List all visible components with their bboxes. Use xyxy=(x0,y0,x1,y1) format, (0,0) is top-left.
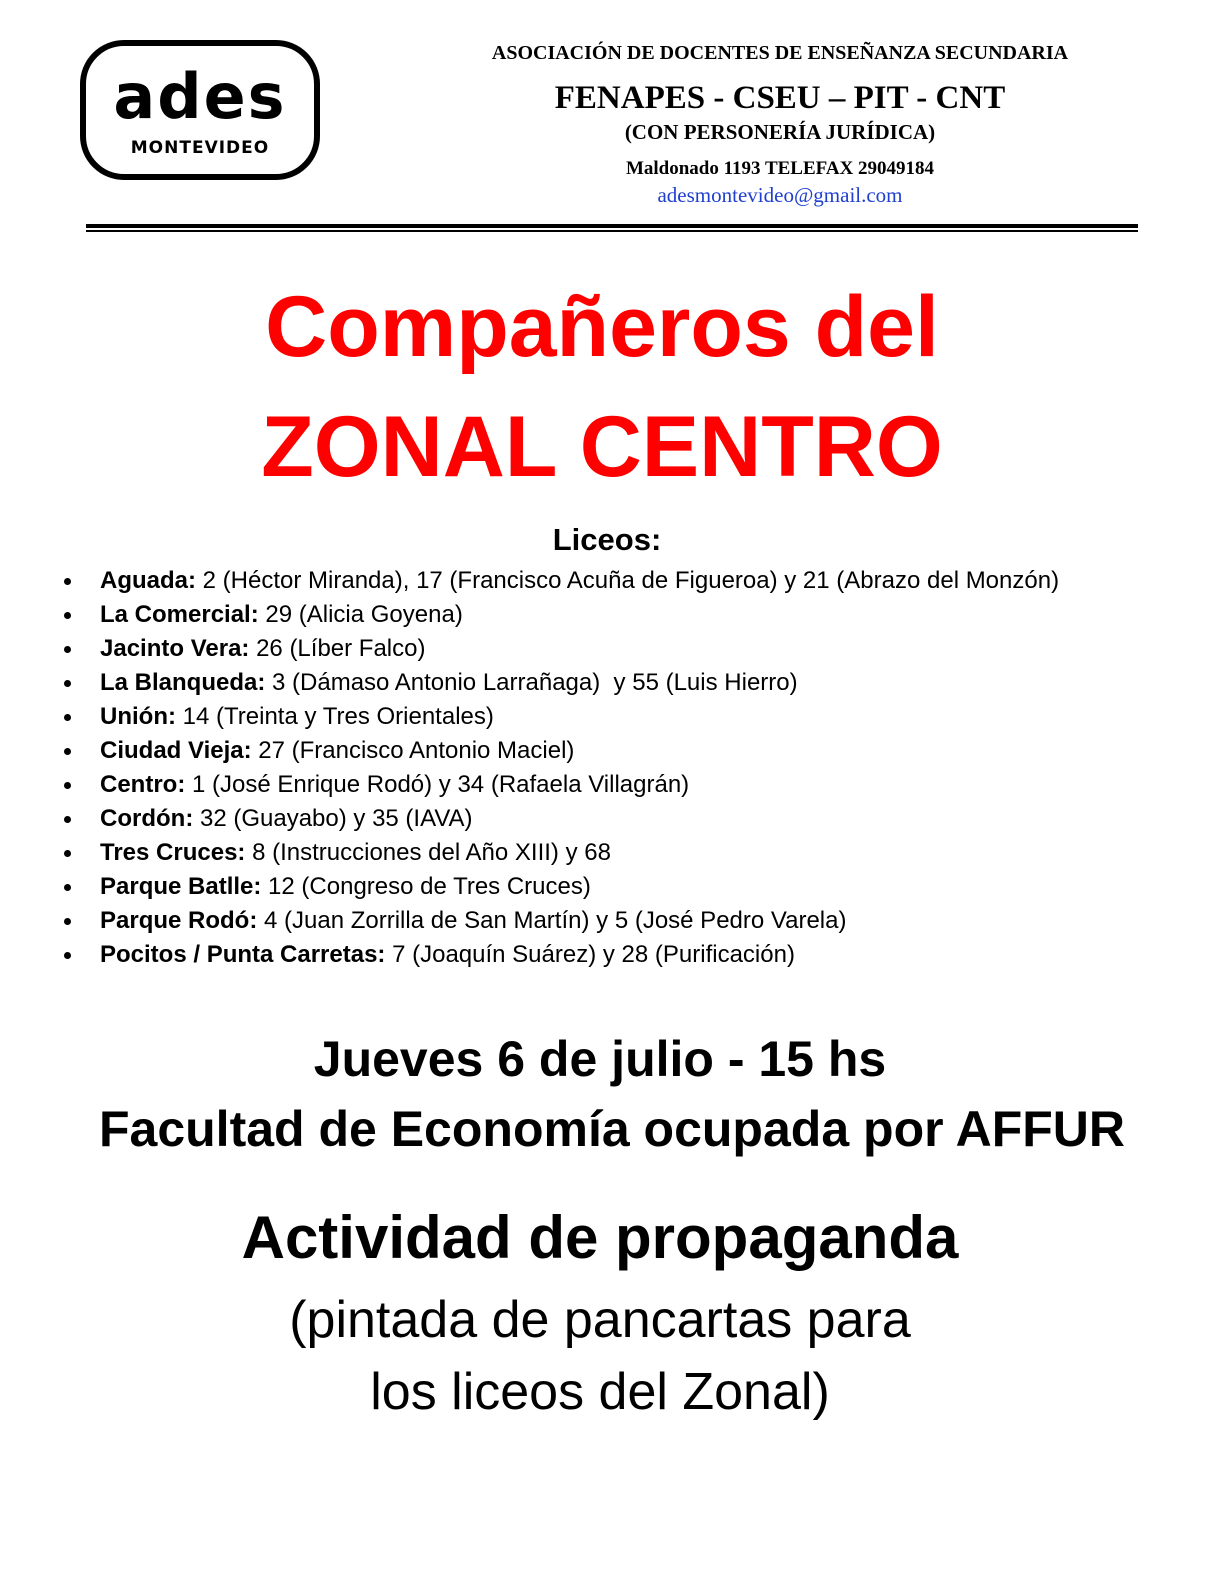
title-line-2: ZONAL CENTRO xyxy=(261,399,943,495)
zone-detail: 8 (Instrucciones del Año XIII) y 68 xyxy=(245,839,611,866)
list-item xyxy=(62,666,1172,700)
zone-detail: 7 (Joaquín Suárez) y 28 (Purificación) xyxy=(385,941,795,968)
title-line-1: Compañeros del xyxy=(265,279,939,375)
zone-detail: 3 (Dámaso Antonio Larrañaga) y 55 (Luis Hierro) xyxy=(265,669,798,696)
list-item xyxy=(62,870,1172,904)
liceos-heading: Liceos: xyxy=(552,522,662,557)
zone-name: Pocitos / Punta Carretas: xyxy=(100,941,386,968)
federation-line: FENAPES - CSEU – PIT - CNT xyxy=(554,80,1006,116)
logo-city: MONTEVIDEO xyxy=(130,138,270,158)
zone-detail: 4 (Juan Zorrilla de San Martín) y 5 (José Pedro Varela) xyxy=(257,907,847,934)
zone-detail: 1 (José Enrique Rodó) y 34 (Rafaela Villagrán) xyxy=(185,771,690,798)
bullet-icon xyxy=(64,816,71,823)
header-divider-thin xyxy=(86,230,1138,232)
event-date: Jueves 6 de julio - 15 hs xyxy=(313,1031,887,1087)
bullet-icon xyxy=(64,578,71,585)
legal-status: (CON PERSONERÍA JURÍDICA) xyxy=(624,120,936,144)
zone-detail: 32 (Guayabo) y 35 (IAVA) xyxy=(193,805,473,832)
list-item xyxy=(62,734,1172,768)
list-item xyxy=(62,700,1172,734)
address-phone: Maldonado 1193 TELEFAX 29049184 xyxy=(625,158,935,179)
bullet-icon xyxy=(64,714,71,721)
zone-name: Unión: xyxy=(100,703,176,730)
zone-name: Parque Batlle: xyxy=(100,873,262,900)
list-item xyxy=(62,632,1172,666)
list-item xyxy=(62,768,1172,802)
activity-description-1: (pintada de pancartas para xyxy=(289,1291,911,1349)
zone-name: Aguada: xyxy=(100,567,196,594)
list-item xyxy=(62,564,1172,598)
zone-detail: 2 (Héctor Miranda), 17 (Francisco Acuña de Figueroa) y 21 (Abrazo del Monzón) xyxy=(196,567,1060,594)
bullet-icon xyxy=(64,918,71,925)
bullet-icon xyxy=(64,612,71,619)
zone-detail: 14 (Treinta y Tres Orientales) xyxy=(175,703,494,730)
zone-name: Jacinto Vera: xyxy=(100,635,250,662)
activity-title: Actividad de propaganda xyxy=(241,1204,959,1271)
zone-name: La Blanqueda: xyxy=(100,669,266,696)
bullet-icon xyxy=(64,952,71,959)
zone-detail: 26 (Líber Falco) xyxy=(249,635,426,662)
bullet-icon xyxy=(64,646,71,653)
bullet-icon xyxy=(64,850,71,857)
zone-name: Centro: xyxy=(100,771,186,798)
zone-detail: 12 (Congreso de Tres Cruces) xyxy=(261,873,591,900)
list-item xyxy=(62,938,1172,972)
email-link[interactable]: adesmontevideo@gmail.com xyxy=(657,183,903,207)
activity-description-2: los liceos del Zonal) xyxy=(370,1363,830,1421)
list-item xyxy=(62,904,1172,938)
association-name: ASOCIACIÓN DE DOCENTES DE ENSEÑANZA SECUNDARIA xyxy=(491,42,1069,64)
zone-detail: 29 (Alicia Goyena) xyxy=(258,601,463,628)
ades-logo xyxy=(80,40,320,180)
zone-name: Tres Cruces: xyxy=(100,839,246,866)
zone-name: Cordón: xyxy=(100,805,194,832)
zone-name: La Comercial: xyxy=(100,601,259,628)
list-item xyxy=(62,836,1172,870)
event-place: Facultad de Economía ocupada por AFFUR xyxy=(98,1101,1126,1157)
zone-name: Parque Rodó: xyxy=(100,907,258,934)
list-item xyxy=(62,598,1172,632)
list-item xyxy=(62,802,1172,836)
zone-name: Ciudad Vieja: xyxy=(100,737,252,764)
logo-word: ades xyxy=(113,60,287,133)
zone-detail: 27 (Francisco Antonio Maciel) xyxy=(251,737,575,764)
bullet-icon xyxy=(64,748,71,755)
bullet-icon xyxy=(64,884,71,891)
header-divider-thick xyxy=(86,224,1138,228)
school-list xyxy=(62,564,1172,972)
bullet-icon xyxy=(64,680,71,687)
bullet-icon xyxy=(64,782,71,789)
